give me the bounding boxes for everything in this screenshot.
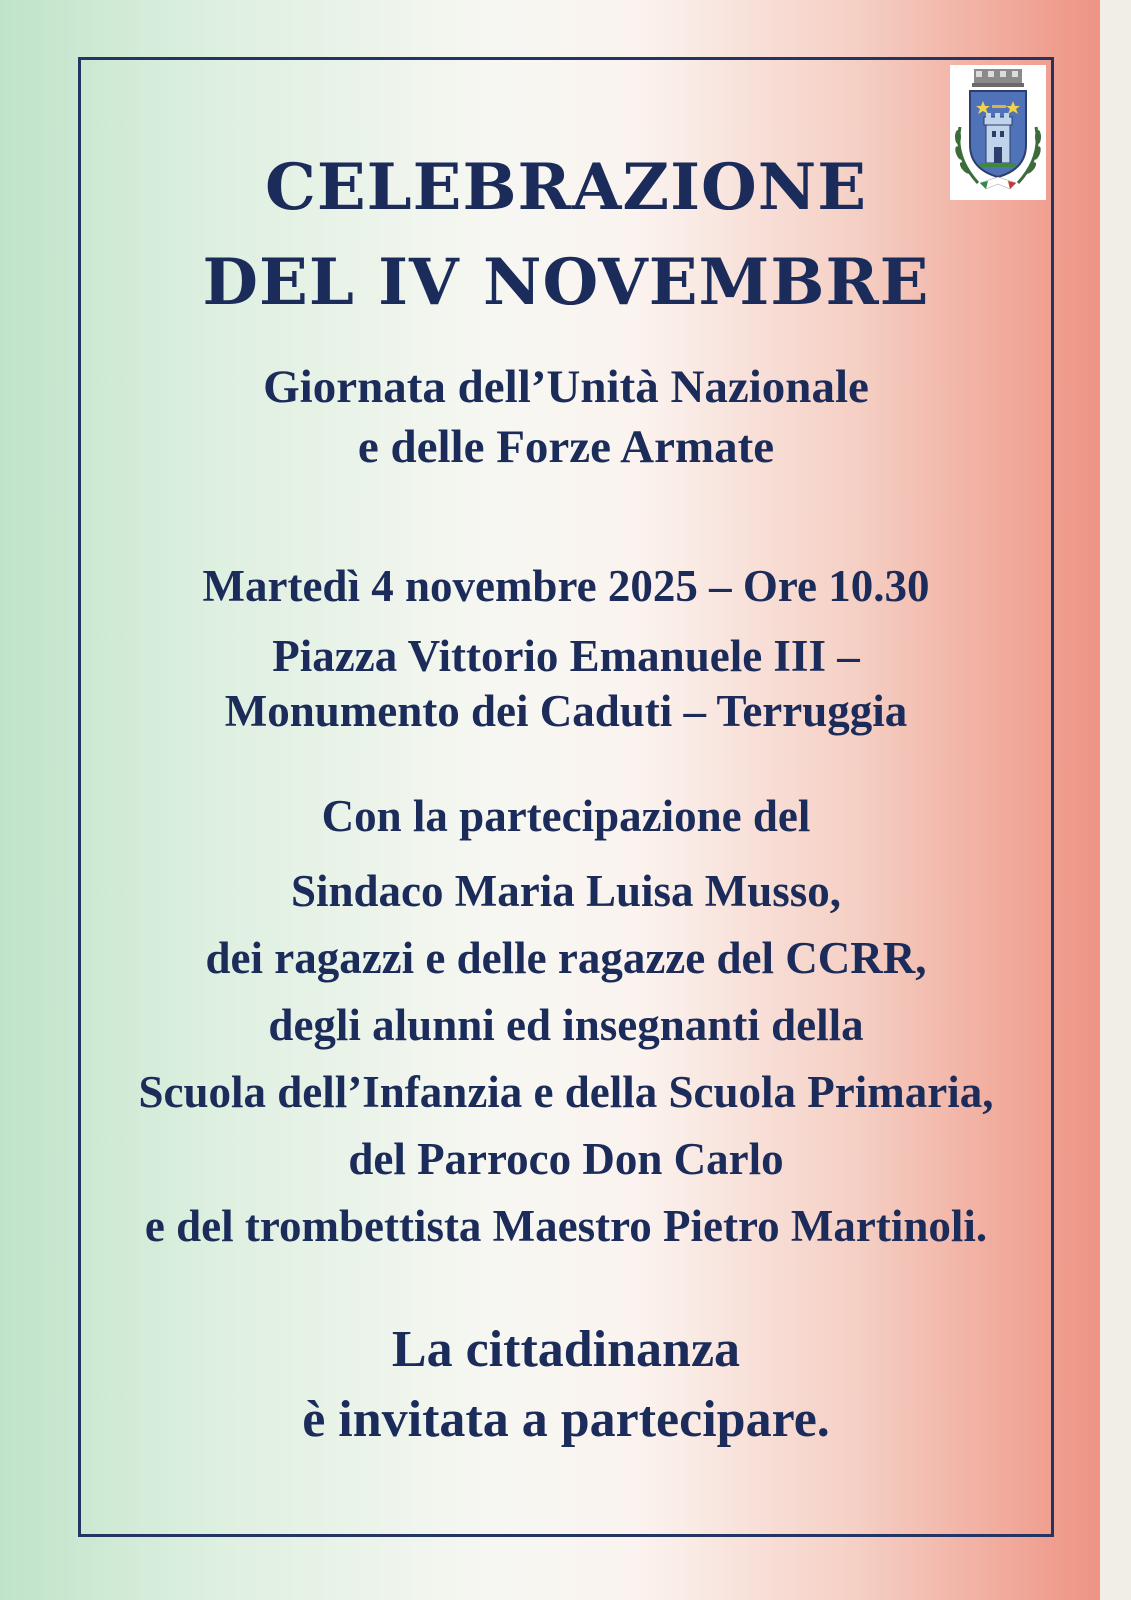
- participant-line: del Parroco Don Carlo: [348, 1134, 784, 1184]
- event-location-line-1: Piazza Vittorio Emanuele III –: [272, 631, 860, 681]
- participant-line: e del trombettista Maestro Pietro Martinoli.: [144, 1201, 988, 1251]
- title-line-1: CELEBRAZIONE: [264, 150, 868, 225]
- subtitle-line-1: Giornata dell’Unità Nazionale: [263, 361, 869, 413]
- event-date-time: Martedì 4 novembre 2025 – Ore 10.30: [202, 561, 930, 611]
- participant-line: degli alunni ed insegnanti della: [268, 1000, 864, 1050]
- participant-line: Scuola dell’Infanzia e della Scuola Primaria,: [138, 1067, 994, 1117]
- event-location-line-2: Monumento dei Caduti – Terruggia: [224, 686, 908, 736]
- participant-line: Sindaco Maria Luisa Musso,: [290, 866, 842, 916]
- participant-line: dei ragazzi e delle ragazze del CCRR,: [205, 933, 927, 983]
- subtitle-line-2: e delle Forze Armate: [357, 421, 775, 473]
- participants-intro: Con la partecipazione del: [321, 791, 811, 841]
- closing-line-1: La cittadinanza: [391, 1321, 741, 1378]
- closing-line-2: è invitata a partecipare.: [302, 1391, 830, 1448]
- title-line-2: DEL IV NOVEMBRE: [202, 245, 930, 320]
